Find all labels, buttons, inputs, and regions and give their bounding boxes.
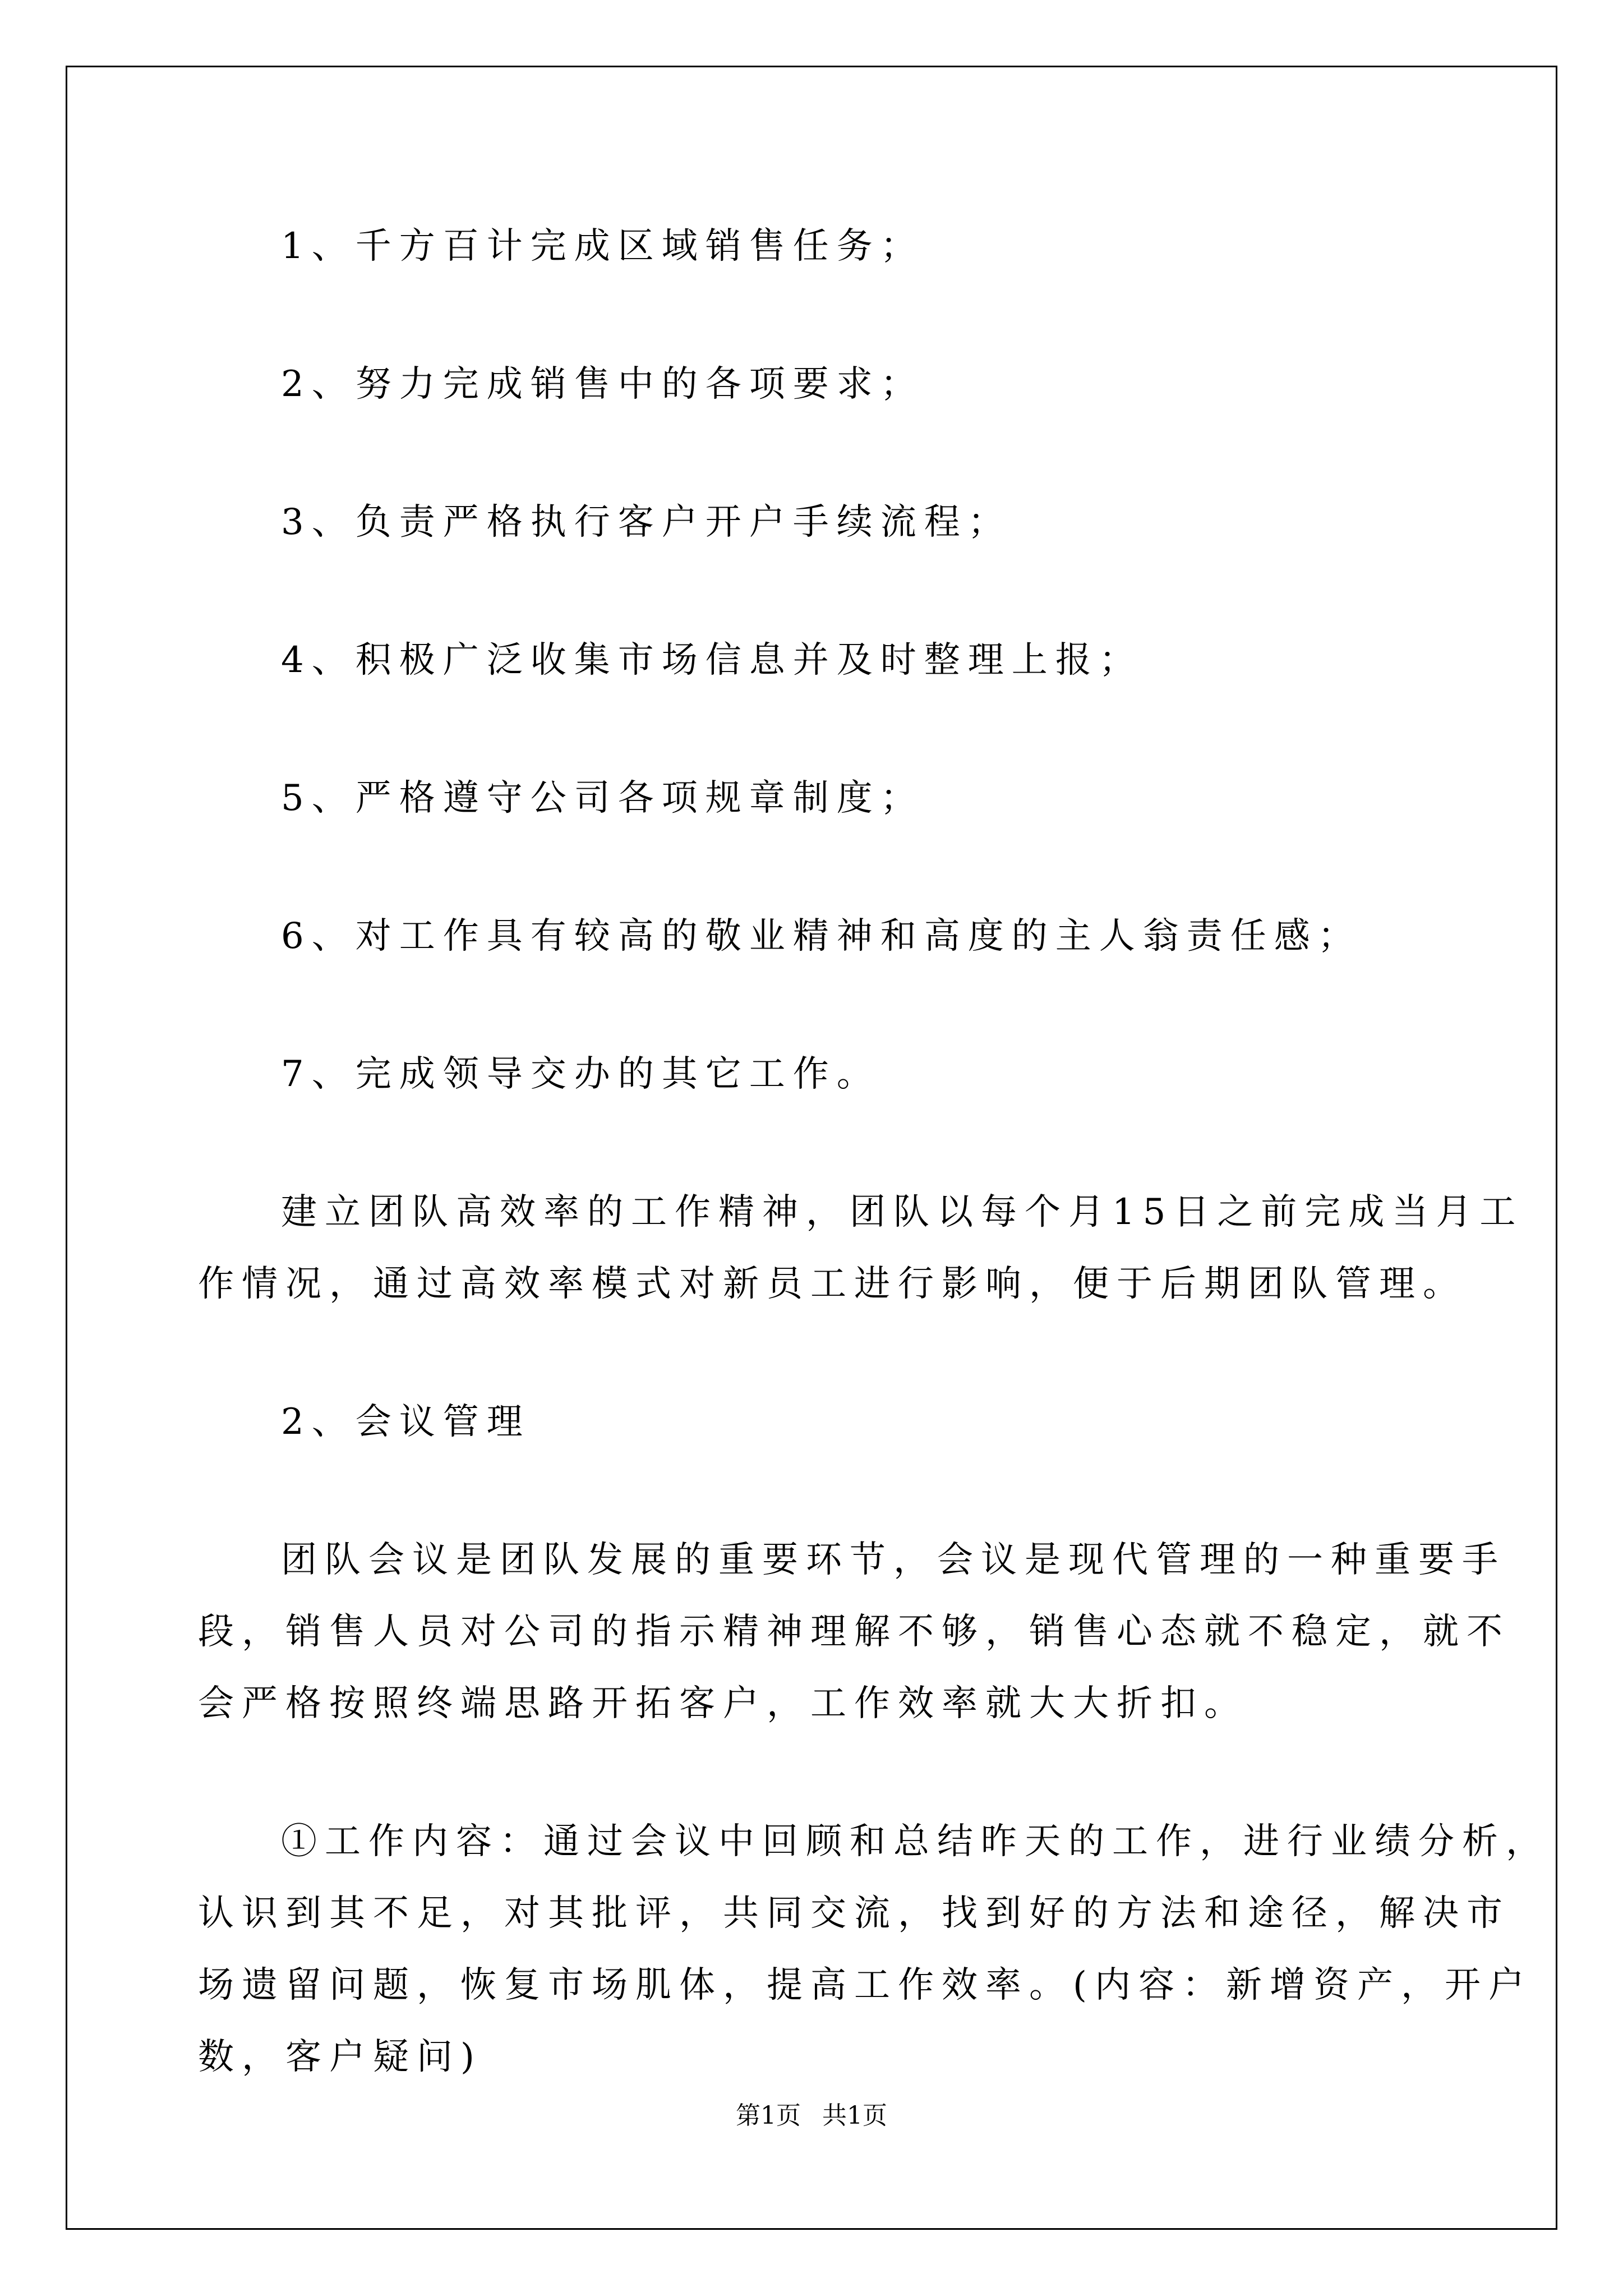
- paragraph-meeting: [198, 1524, 1510, 1740]
- paragraph-line: 场遗留问题，恢复市场肌体，提高工作效率。(内容：新增资产，开户: [198, 1964, 1532, 2006]
- paragraph-team-efficiency: [198, 1176, 1524, 1320]
- paragraph-line: 建立团队高效率的工作精神，团队以每个月15日之前完成当月工: [281, 1191, 1524, 1233]
- paragraph-line: 团队会议是团队发展的重要环节，会议是现代管理的一种重要手: [281, 1539, 1506, 1581]
- paragraph-line: 认识到其不足，对其批评，共同交流，找到好的方法和途径，解决市: [198, 1893, 1510, 1934]
- paragraph-work-content: [198, 1806, 1550, 2093]
- page-footer: [0, 2099, 1623, 2133]
- list-item-6: 6、对工作具有较高的敬业精神和高度的主人翁责任感；: [281, 915, 1362, 957]
- paragraph-line: 数，客户疑问): [198, 2036, 482, 2078]
- list-item-1: 1、千方百计完成区域销售任务；: [281, 226, 924, 267]
- paragraph-line: 作情况，通过高效率模式对新员工进行影响，便于后期团队管理。: [198, 1263, 1467, 1305]
- list-item-5: 5、严格遵守公司各项规章制度；: [281, 777, 924, 819]
- list-item-4: 4、积极广泛收集市场信息并及时整理上报；: [281, 639, 1143, 681]
- list-item-7: 7、完成领导交办的其它工作。: [281, 1053, 880, 1095]
- list-item-3: 3、负责严格执行客户开户手续流程；: [281, 501, 1012, 543]
- section-title-meeting: 2、会议管理: [281, 1401, 531, 1443]
- page-number-current: 第1页: [736, 2101, 801, 2130]
- paragraph-line: 段，销售人员对公司的指示精神理解不够，销售心态就不稳定，就不: [198, 1611, 1510, 1653]
- document-body: [198, 210, 1550, 2093]
- paragraph-line: ①工作内容：通过会议中回顾和总结昨天的工作，进行业绩分析，: [281, 1821, 1550, 1862]
- list-item-2: 2、努力完成销售中的各项要求；: [281, 364, 924, 405]
- paragraph-line: 会严格按照终端思路开拓客户，工作效率就大大折扣。: [198, 1683, 1248, 1724]
- page-number-total: 共1页: [822, 2101, 887, 2130]
